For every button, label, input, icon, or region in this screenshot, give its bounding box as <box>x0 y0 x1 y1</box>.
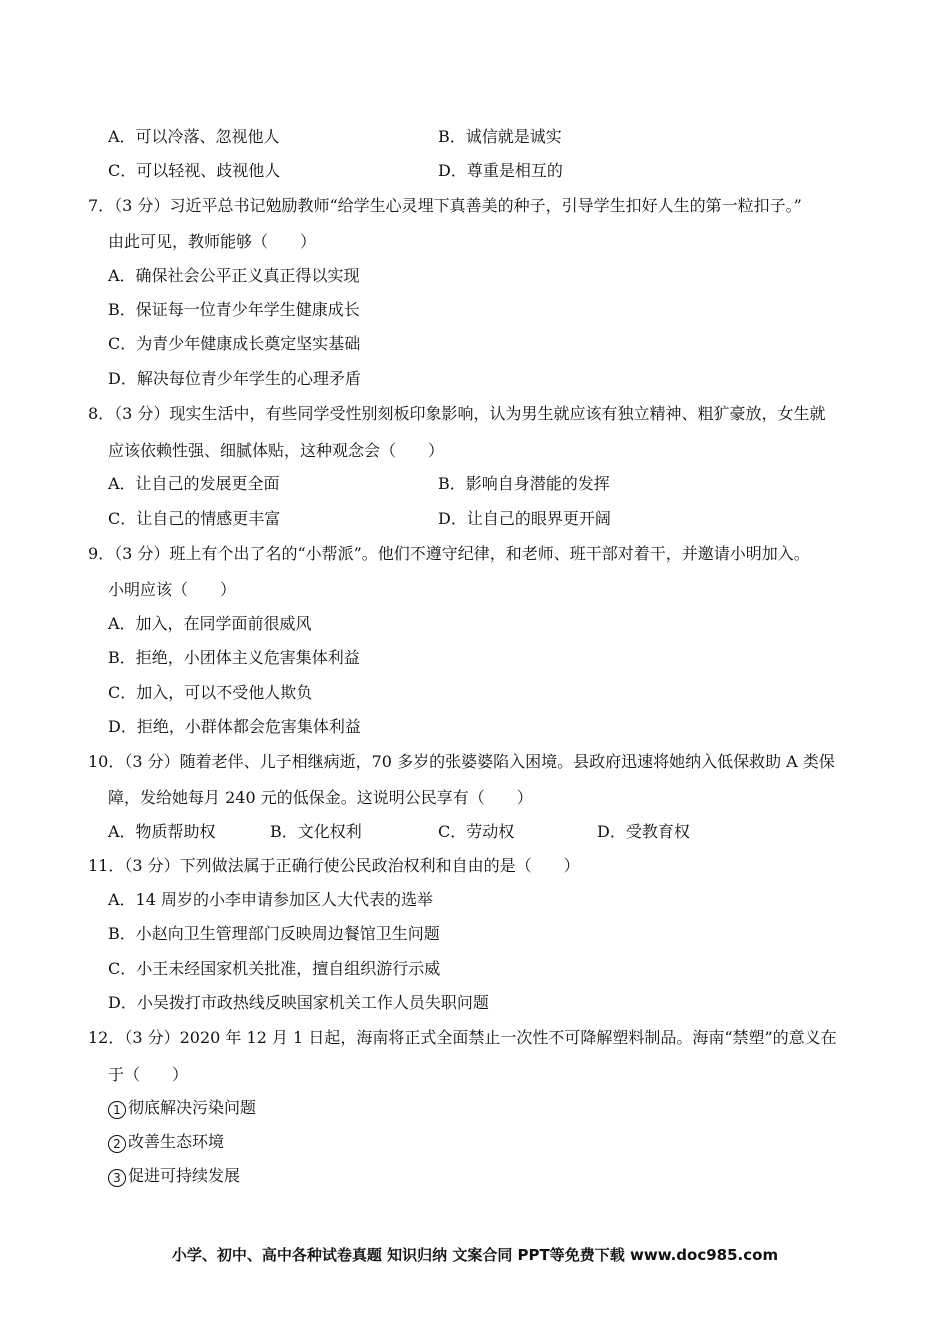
q7-option-b: B．保证每一位青少年学生健康成长 <box>108 300 360 319</box>
q8-stem-line1: 8．（3 分）现实生活中，有些同学受性别刻板印象影响，认为男生就应该有独立精神、粗犷豪放，女生就 <box>88 404 826 423</box>
q6-option-b: B．诚信就是诚实 <box>438 127 562 146</box>
q9-option-b: B．拒绝，小团体主义危害集体利益 <box>108 648 360 667</box>
q11-option-d: D．小吴拨打市政热线反映国家机关工作人员失职问题 <box>108 993 489 1012</box>
q12-item-3-text: 促进可持续发展 <box>128 1166 241 1185</box>
q9-option-d: D．拒绝，小群体都会危害集体利益 <box>108 717 361 736</box>
q6-option-a: A．可以冷落、忽视他人 <box>108 127 280 146</box>
page-footer: 小学、初中、高中各种试卷真题 知识归纳 文案合同 PPT等免费下载 www.doc985.com <box>171 1246 779 1264</box>
q6-option-c: C．可以轻视、歧视他人 <box>108 161 281 180</box>
q12-item-2 <box>108 1132 224 1153</box>
q7-stem-line2: 由此可见，教师能够（ ） <box>108 232 317 251</box>
q8-option-b: B．影响自身潜能的发挥 <box>438 474 610 493</box>
q8-stem-line2: 应该依赖性强、细腻体贴，这种观念会（ ） <box>108 441 445 460</box>
q10-stem-line2: 障，发给她每月 240 元的低保金。这说明公民享有（ ） <box>108 788 533 807</box>
q8-option-c: C．让自己的情感更丰富 <box>108 509 281 528</box>
q7-stem-line1: 7．（3 分）习近平总书记勉励教师“给学生心灵埋下真善美的种子，引导学生扣好人生的第一粒扣子。” <box>88 196 802 215</box>
q12-item-1 <box>108 1098 256 1119</box>
q12-stem-line2: 于（ ） <box>108 1065 189 1084</box>
q11-stem: 11．（3 分）下列做法属于正确行使公民政治权利和自由的是（ ） <box>88 856 580 875</box>
q9-option-c: C．加入，可以不受他人欺负 <box>108 683 313 702</box>
q7-option-a: A．确保社会公平正义真正得以实现 <box>108 266 360 285</box>
q10-option-d: D．受教育权 <box>597 822 690 841</box>
q11-option-c: C．小王未经国家机关批准，擅自组织游行示威 <box>108 959 441 978</box>
q10-option-a: A．物质帮助权 <box>108 822 216 841</box>
q12-item-2-text: 改善生态环境 <box>128 1132 225 1151</box>
q10-option-b: B．文化权利 <box>270 822 362 841</box>
q12-item-3 <box>108 1166 240 1187</box>
q7-option-d: D．解决每位青少年学生的心理矛盾 <box>108 369 361 388</box>
q6-option-d: D．尊重是相互的 <box>438 161 563 180</box>
q8-option-d: D．让自己的眼界更开阔 <box>438 509 611 528</box>
q9-stem-line2: 小明应该（ ） <box>108 580 237 599</box>
q8-option-a: A．让自己的发展更全面 <box>108 474 280 493</box>
q9-stem-line1: 9．（3 分）班上有个出了名的“小帮派”。他们不遵守纪律，和老师、班干部对着干，并邀请小明加入。 <box>88 544 810 563</box>
q11-option-a: A．14 周岁的小李申请参加区人大代表的选举 <box>108 890 434 909</box>
q11-option-b: B．小赵向卫生管理部门反映周边餐馆卫生问题 <box>108 924 440 943</box>
q12-item-1-text: 彻底解决污染问题 <box>128 1098 257 1117</box>
q9-option-a: A．加入，在同学面前很威风 <box>108 614 312 633</box>
q10-stem-line1: 10．（3 分）随着老伴、儿子相继病逝，70 多岁的张婆婆陷入困境。县政府迅速将她纳入低保救助 A 类保 <box>88 752 835 771</box>
q7-option-c: C．为青少年健康成长奠定坚实基础 <box>108 334 361 353</box>
circled-number-2: 2 <box>108 1135 126 1153</box>
circled-number-1: 1 <box>108 1101 126 1119</box>
q10-option-c: C．劳动权 <box>438 822 515 841</box>
circled-number-3: 3 <box>108 1169 126 1187</box>
q12-stem-line1: 12．（3 分）2020 年 12 月 1 日起，海南将正式全面禁止一次性不可降解塑料制品。海南“禁塑”的意义在 <box>88 1028 837 1047</box>
